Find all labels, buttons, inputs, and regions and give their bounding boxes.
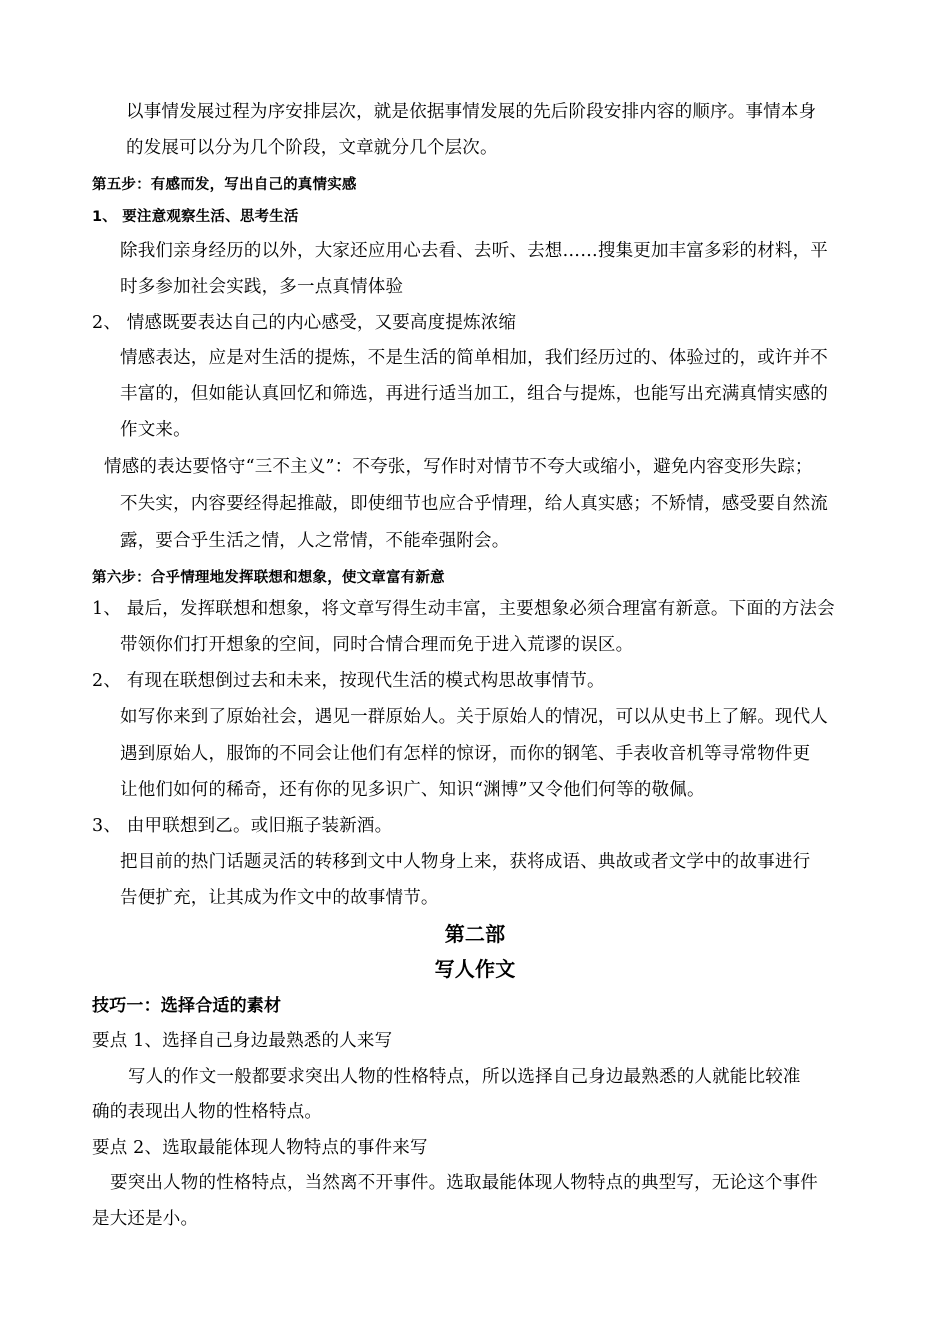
- paragraph-line: 遇到原始人，服饰的不同会让他们有怎样的惊讶，而你的钢笔、手表收音机等寻常物件更: [120, 744, 811, 764]
- key-point: 要点 2、选取最能体现人物特点的事件来写: [92, 1138, 428, 1158]
- paragraph-line: 露，要合乎生活之情，人之常情，不能牵强附会。: [120, 531, 510, 551]
- paragraph-line: 告便扩充，让其成为作文中的故事情节。: [120, 888, 439, 908]
- list-item: 3、 由甲联想到乙。或旧瓶子装新酒。: [92, 816, 393, 836]
- paragraph-line: 除我们亲身经历的以外，大家还应用心去看、去听、去想……搜集更加丰富多彩的材料，平: [120, 241, 828, 261]
- paragraph-line: 不失实，内容要经得起推敲，即使细节也应合乎情理，给人真实感；不矫情，感受要自然流: [120, 494, 828, 514]
- paragraph-line: 丰富的，但如能认真回忆和筛选，再进行适当加工，组合与提炼，也能写出充满真情实感的: [120, 384, 828, 404]
- section-title: 写人作文: [434, 957, 516, 981]
- paragraph-line: 带领你们打开想象的空间，同时合情合理而免于进入荒谬的误区。: [120, 635, 634, 655]
- paragraph-line: 时多参加社会实践，多一点真情体验: [120, 277, 404, 297]
- list-item: 1、 最后，发挥联想和想象，将文章写得生动丰富，主要想象必须合理富有新意。下面的方法会: [92, 599, 835, 619]
- section-heading-step6: 第六步：合乎情理地发挥联想和想象，使文章富有新意: [92, 570, 445, 586]
- list-item: 2、 有现在联想倒过去和未来，按现代生活的模式构思故事情节。: [92, 671, 605, 691]
- list-item-heading: 1、 要注意观察生活、思考生活: [92, 209, 299, 225]
- paragraph-line: 要突出人物的性格特点，当然离不开事件。选取最能体现人物特点的典型写，无论这个事件: [110, 1173, 818, 1193]
- paragraph-line: 作文来。: [120, 420, 191, 440]
- technique-heading: 技巧一：选择合适的素材: [92, 996, 282, 1016]
- section-heading-step5: 第五步：有感而发，写出自己的真情实感: [92, 177, 357, 193]
- list-item-heading: 2、 情感既要表达自己的内心感受，又要高度提炼浓缩: [92, 313, 517, 333]
- paragraph-line: 以事情发展过程为序安排层次，就是依据事情发展的先后阶段安排内容的顺序。事情本身: [126, 102, 817, 122]
- paragraph-line: 的发展可以分为几个阶段，文章就分几个层次。: [126, 138, 498, 158]
- paragraph-line: 让他们如何的稀奇，还有你的见多识广、知识“渊博”又令他们何等的敬佩。: [120, 780, 705, 800]
- key-point: 要点 1、选择自己身边最熟悉的人来写: [92, 1031, 393, 1051]
- paragraph-line: 情感的表达要恪守“三不主义”：不夸张，写作时对情节不夸大或缩小，避免内容变形失踪；: [104, 457, 813, 477]
- paragraph-line: 把目前的热门话题灵活的转移到文中人物身上来，获将成语、典故或者文学中的故事进行: [120, 852, 811, 872]
- paragraph-line: 确的表现出人物的性格特点。: [92, 1102, 323, 1122]
- part-title: 第二部: [444, 922, 506, 946]
- paragraph-line: 是大还是小。: [92, 1209, 199, 1229]
- paragraph-line: 写人的作文一般都要求突出人物的性格特点，所以选择自己身边最熟悉的人就能比较准: [128, 1067, 801, 1087]
- paragraph-line: 情感表达，应是对生活的提炼，不是生活的简单相加，我们经历过的、体验过的，或许并不: [120, 348, 828, 368]
- paragraph-line: 如写你来到了原始社会，遇见一群原始人。关于原始人的情况，可以从史书上了解。现代人: [120, 707, 828, 727]
